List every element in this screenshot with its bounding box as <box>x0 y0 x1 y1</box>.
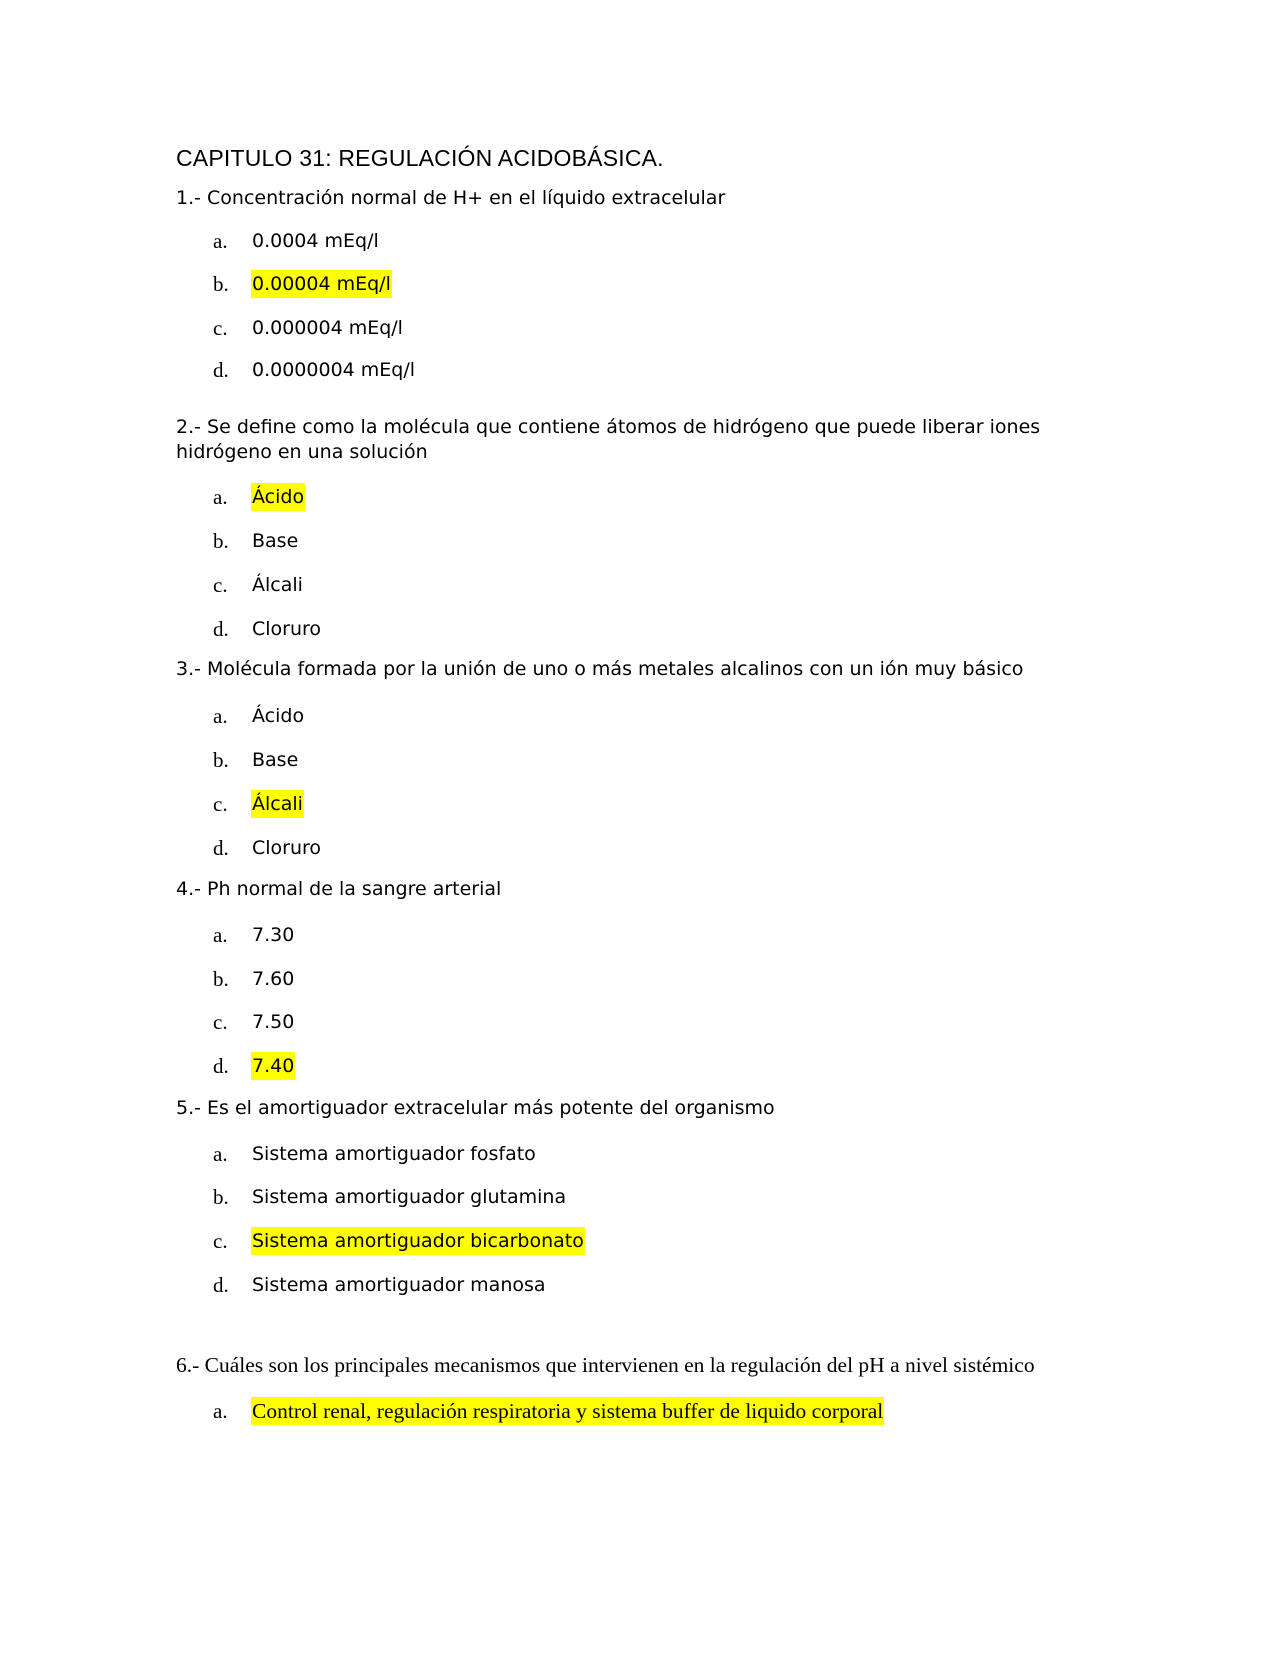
option-text: 0.0004 mEq/l <box>252 230 379 252</box>
question-5-prompt: 5.- Es el amortiguador extracelular más potente del organismo <box>176 1097 775 1119</box>
option-text-highlighted: 7.40 <box>251 1052 295 1080</box>
option-text-highlighted: Control renal, regulación respiratoria y sistema buffer de liquido corporal <box>252 1399 884 1423</box>
option-letter: c. <box>213 792 228 816</box>
question-2-option-d <box>0 615 1280 643</box>
option-letter: b. <box>213 967 229 991</box>
option-text: Álcali <box>252 574 303 596</box>
question-2-option-a <box>0 483 1280 511</box>
question-1-option-c <box>0 314 1280 342</box>
question-3-option-a <box>0 702 1280 730</box>
option-text: Ácido <box>252 705 305 727</box>
option-letter: d. <box>213 1273 229 1297</box>
question-1-option-d <box>0 356 1280 384</box>
option-letter: c. <box>213 1010 228 1034</box>
question-6-prompt: 6.- Cuáles son los principales mecanismos que intervienen en la regulación del pH a nivel sistémico <box>176 1353 1035 1377</box>
question-5-option-b <box>0 1183 1280 1211</box>
option-letter: a. <box>213 923 228 947</box>
option-text: 0.0000004 mEq/l <box>252 359 416 381</box>
question-5-option-d <box>0 1271 1280 1299</box>
option-letter: a. <box>213 485 228 509</box>
option-text: Base <box>252 749 299 771</box>
option-text: Sistema amortiguador manosa <box>252 1274 546 1296</box>
question-3-option-b <box>0 746 1280 774</box>
option-letter: b. <box>213 529 229 553</box>
option-letter: a. <box>213 704 228 728</box>
question-2-option-b <box>0 527 1280 555</box>
option-letter: d. <box>213 617 229 641</box>
option-text: Sistema amortiguador glutamina <box>252 1186 567 1208</box>
option-text: Cloruro <box>252 837 322 859</box>
option-letter: a. <box>213 229 228 253</box>
question-2-option-c <box>0 571 1280 599</box>
option-text: 7.30 <box>252 924 295 946</box>
option-text-highlighted: 0.00004 mEq/l <box>251 270 392 298</box>
option-text: Sistema amortiguador fosfato <box>252 1143 536 1165</box>
option-letter: b. <box>213 1185 229 1209</box>
question-5-option-c <box>0 1227 1280 1255</box>
document-title: CAPITULO 31: REGULACIÓN ACIDOBÁSICA. <box>176 145 664 171</box>
option-letter: d. <box>213 1054 229 1078</box>
option-text: Base <box>252 530 299 552</box>
option-letter: a. <box>213 1399 228 1423</box>
option-text: 0.000004 mEq/l <box>252 317 403 339</box>
question-4-option-d <box>0 1052 1280 1080</box>
question-4-prompt: 4.- Ph normal de la sangre arterial <box>176 878 502 900</box>
option-letter: a. <box>213 1142 228 1166</box>
option-text-highlighted: Álcali <box>251 790 304 818</box>
option-letter: c. <box>213 1229 228 1253</box>
question-1-option-a <box>0 227 1280 255</box>
option-letter: d. <box>213 358 229 382</box>
option-letter: d. <box>213 836 229 860</box>
option-text: 7.60 <box>252 968 295 990</box>
option-letter: c. <box>213 573 228 597</box>
option-text-highlighted: Ácido <box>251 483 305 511</box>
question-1-option-b <box>0 270 1280 298</box>
option-text-highlighted: Sistema amortiguador bicarbonato <box>251 1227 585 1255</box>
question-2-prompt: 2.- Se define como la molécula que contiene átomos de hidrógeno que puede liberar iones hidrógeno en una solución <box>176 416 1041 463</box>
question-4-option-b <box>0 965 1280 993</box>
option-text: 7.50 <box>252 1011 295 1033</box>
question-4-option-c <box>0 1008 1280 1036</box>
option-letter: b. <box>213 272 229 296</box>
question-3-prompt: 3.- Molécula formada por la unión de uno o más metales alcalinos con un ión muy básico <box>176 658 1024 680</box>
question-3-option-c <box>0 790 1280 818</box>
question-3-option-d <box>0 834 1280 862</box>
question-1-prompt: 1.- Concentración normal de H+ en el líquido extracelular <box>176 187 726 209</box>
option-letter: b. <box>213 748 229 772</box>
question-4-option-a <box>0 921 1280 949</box>
option-letter: c. <box>213 316 228 340</box>
question-6-option-a <box>0 1397 1280 1425</box>
question-5-option-a <box>0 1140 1280 1168</box>
option-text: Cloruro <box>252 618 322 640</box>
